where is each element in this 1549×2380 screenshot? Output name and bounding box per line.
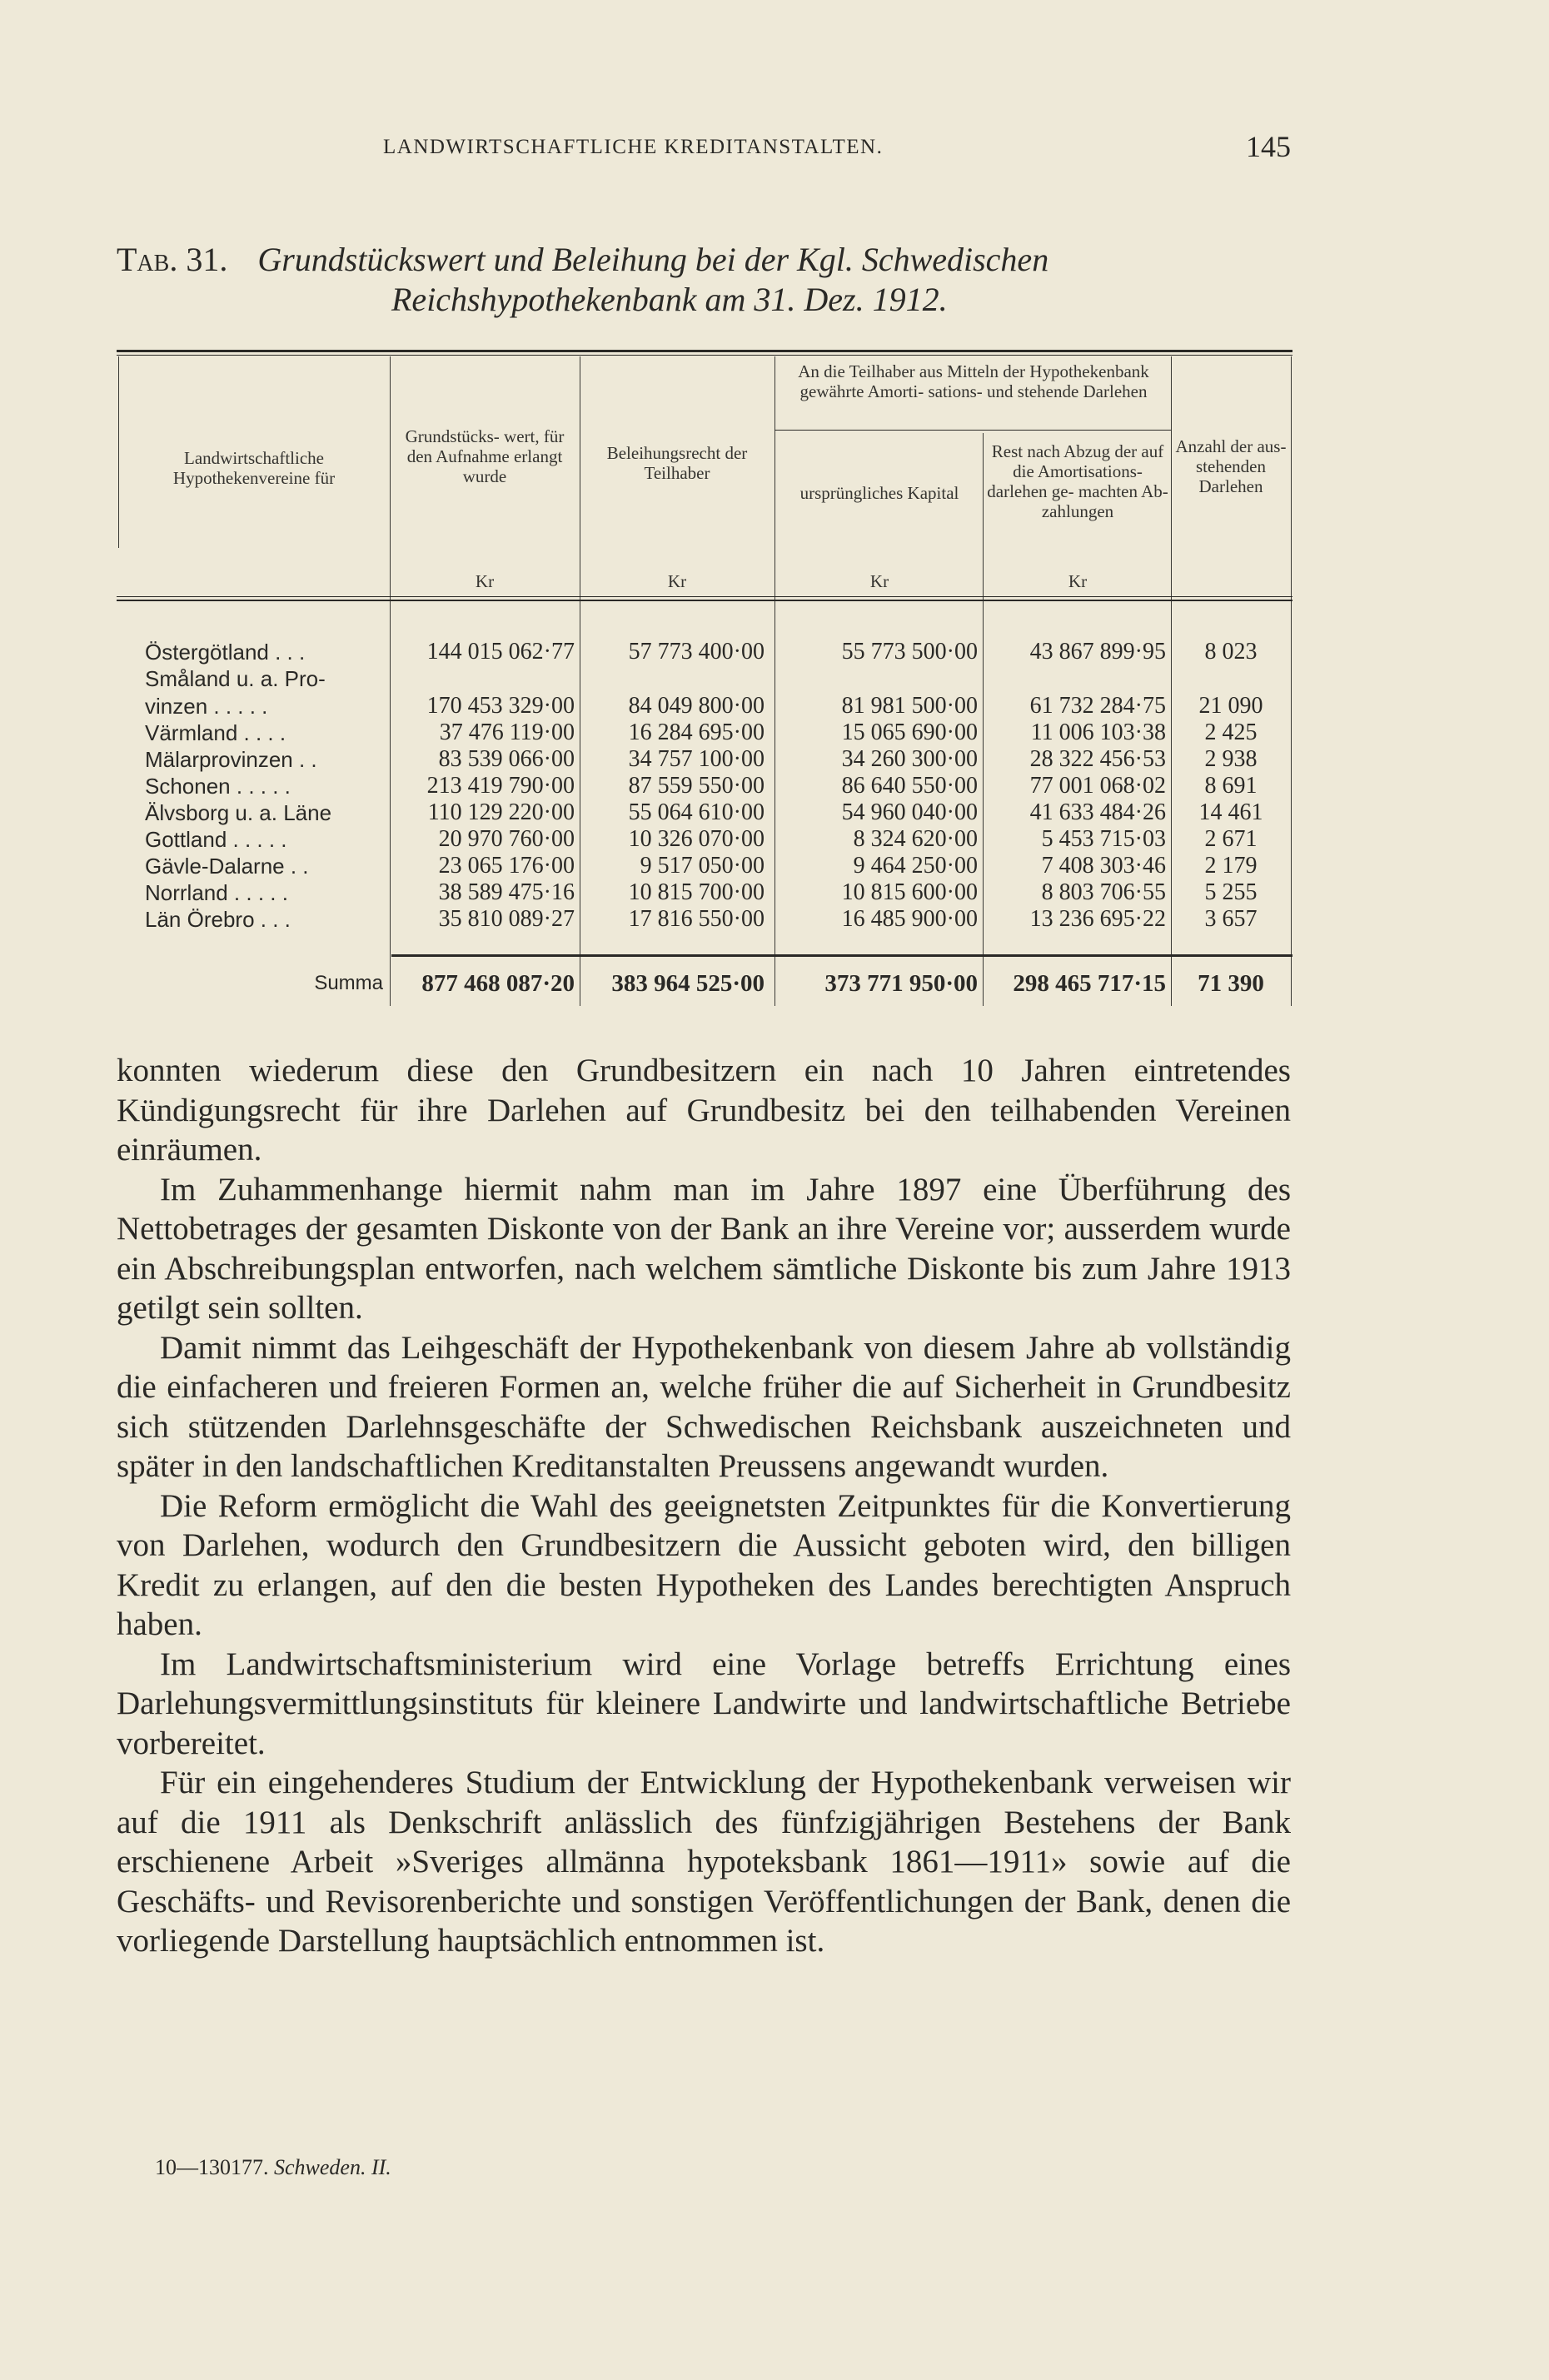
summa-anzahl: 71 390 [1198,970,1264,997]
table-top-rule [117,350,1292,352]
cell-rest: 8 803 706·55 [1041,879,1166,905]
cell-kapital: 86 640 550·00 [841,773,978,799]
header-rest: Rest nach Abzug der auf die Amortisations- darlehen ge- machten Ab- zahlungen [987,441,1168,521]
cell-beleih: 16 284 695·00 [628,719,765,745]
cell-anzahl: 5 255 [1204,879,1258,905]
cell-grund: 213 419 790·00 [426,773,575,799]
cell-grund: 23 065 176·00 [438,853,575,879]
unit-kr: Kr [869,571,889,591]
row-name: Gottland . . . . . [145,827,287,852]
paragraph: konnten wiederum diese den Grundbesitzern ein nach 10 Jahren eintretendes Kündigungsrecht für ihre Darlehen auf Grundbesitz bei den teilhabenden Vereinen einräumen. [117,1053,1291,1168]
header-rule [117,596,1292,597]
table-caption [117,240,1299,320]
table-row [117,665,1292,693]
summa-beleih: 383 964 525·00 [611,970,765,997]
cell-rest: 28 322 456·53 [1029,746,1166,772]
signature-number: 10—130177. [155,2155,269,2179]
row-name: Schonen . . . . . [145,774,291,799]
group-header-rule [774,430,1171,431]
row-name: Län Örebro . . . [145,907,291,932]
paragraph: Im Zuhammenhange hiermit nahm man im Jahre 1897 eine Überführung des Nettobetrages der gesamten Diskonte von der Bank an ihre Vereine vor; ausserdem wurde ein Abschreibungsplan entworfen, nach welchem sämtliche Diskonte bis zum Jahre 1913 getilgt sein sollten. [117,1171,1291,1326]
cell-beleih: 55 064 610·00 [628,799,765,825]
cell-kapital: 16 485 900·00 [841,906,978,932]
cell-anzahl: 3 657 [1204,906,1258,932]
cell-rest: 41 633 484·26 [1029,799,1166,825]
cell-anzahl: 21 090 [1198,693,1263,719]
table-row [117,745,1292,774]
unit-kr: Kr [1068,571,1088,591]
header-grundstueckswert: Grundstücks- wert, für den Aufnahme erlangt wurde [405,426,565,486]
row-name: Gävle-Dalarne . . [145,854,309,879]
cell-rest: 13 236 695·22 [1029,906,1166,932]
row-name: Värmland . . . . [145,720,286,745]
row-name: Mälarprovinzen . . [145,747,317,772]
row-name: Östergötland . . . [145,640,306,665]
cell-beleih: 87 559 550·00 [628,773,765,799]
printer-signature [155,2155,391,2180]
header-rule [117,600,1292,601]
summa-rest: 298 465 717·15 [1013,970,1166,997]
table-top-rule-thin [117,355,1292,356]
cell-grund: 83 539 066·00 [438,746,575,772]
table-title-line2: Reichshypothekenbank am 31. Dez. 1912. [391,281,948,318]
row-name: Älvsborg u. a. Läne [145,800,332,825]
header-group-darlehen: An die Teilhaber aus Mitteln der Hypothekenbank gewährte Amorti- sations- und stehende Darlehen [798,361,1149,401]
table-title-line1: Grundstückswert und Beleihung bei der Kgl. Schwedischen [257,241,1049,278]
cell-beleih: 10 326 070·00 [628,826,765,852]
cell-kapital: 9 464 250·00 [853,853,978,879]
summa-kapital: 373 771 950·00 [824,970,978,997]
paragraph: Damit nimmt das Leihgeschäft der Hypothekenbank von diesem Jahre ab vollständig die einfacheren und freieren Formen an, welche früher die auf Sicherheit in Grundbesitz sich stützenden Darlehnsgeschäfte der Schwedischen Reichsbank auszeichneten und später in den landschaftlichen Kreditanstalten Preussens angewandt wurden. [117,1329,1291,1484]
row-name: Småland u. a. Pro- [145,666,326,691]
table-row [117,638,1292,666]
paragraph: Für ein eingehenderes Studium der Entwicklung der Hypothekenbank verweisen wir auf die 1911 als Denkschrift anlässlich des fünfzigjährigen Bestehens der Bank erschienene Arbeit »Sveriges allmänna hypoteksbank 1861—1911» sowie auf die Geschäfts- und Revisorenberichte und sonstigen Veröffentlichungen der Bank, denen die vorliegende Darstellung hauptsächlich entnommen ist. [117,1765,1291,1959]
row-name: vinzen . . . . . [145,694,268,719]
cell-rest: 77 001 068·02 [1029,773,1166,799]
cell-kapital: 8 324 620·00 [853,826,978,852]
cell-kapital: 55 773 500·00 [841,639,978,665]
table-row [117,799,1292,827]
table-row [117,692,1292,720]
header-kapital: ursprüngliches Kapital [799,483,959,503]
cell-grund: 38 589 475·16 [438,879,575,905]
page-number: 145 [1246,130,1291,163]
cell-beleih: 17 816 550·00 [628,906,765,932]
unit-kr: Kr [475,571,495,591]
cell-grund: 170 453 329·00 [426,693,575,719]
cell-grund: 35 810 089·27 [438,906,575,932]
cell-beleih: 34 757 100·00 [628,746,765,772]
cell-grund: 110 129 220·00 [427,799,575,825]
cell-grund: 37 476 119·00 [439,719,575,745]
cell-grund: 20 970 760·00 [438,826,575,852]
cell-beleih: 57 773 400·00 [628,639,765,665]
cell-anzahl: 2 179 [1204,853,1258,879]
cell-beleih: 9 517 050·00 [640,853,765,879]
paragraph: Im Landwirtschaftsministerium wird eine Vorlage betreffs Errichtung eines Darlehungsvermittlungsinstituts für kleinere Landwirte und landwirtschaftliche Betriebe vorbereitet. [117,1646,1291,1761]
body-text [117,1051,1291,1961]
cell-anzahl: 2 938 [1204,746,1258,772]
running-title: LANDWIRTSCHAFTLICHE KREDITANSTALTEN. [383,136,884,158]
cell-anzahl: 8 023 [1204,639,1258,665]
table-label: Tab. 31. [117,241,228,278]
summa-grund: 877 468 087·20 [421,970,575,997]
cell-rest: 11 006 103·38 [1030,719,1166,745]
table-row [117,719,1292,747]
cell-anzahl: 2 425 [1204,719,1258,745]
row-name: Norrland . . . . . [145,880,288,905]
summa-label: Summa [314,972,383,994]
cell-beleih: 10 815 700·00 [628,879,765,905]
table-row [117,905,1292,934]
cell-rest: 61 732 284·75 [1029,693,1166,719]
summa-row [117,969,1292,998]
header-vereine: Landwirtschaftliche Hypothekenvereine für [172,448,336,488]
cell-kapital: 15 065 690·00 [841,719,978,745]
cell-grund: 144 015 062·77 [426,639,575,665]
cell-beleih: 84 049 800·00 [628,693,765,719]
table-row [117,772,1292,800]
cell-rest: 5 453 715·03 [1041,826,1166,852]
unit-kr: Kr [667,571,687,591]
cell-anzahl: 8 691 [1204,773,1258,799]
paragraph: Die Reform ermöglicht die Wahl des geeignetsten Zeitpunktes für die Konvertierung von Darlehen, wodurch den Grundbesitzern die Aussicht geboten wird, den billigen Kredit zu erlangen, auf den die besten Hypotheken des Landes berechtigten Anspruch haben. [117,1487,1291,1642]
cell-anzahl: 14 461 [1198,799,1263,825]
cell-kapital: 10 815 600·00 [841,879,978,905]
data-table [117,350,1292,1008]
signature-title: Schweden. II. [274,2155,391,2179]
header-anzahl: Anzahl der aus- stehenden Darlehen [1175,436,1287,496]
table-row [117,879,1292,907]
summa-rule [391,954,1292,957]
table-row [117,825,1292,854]
cell-rest: 43 867 899·95 [1029,639,1166,665]
cell-rest: 7 408 303·46 [1041,853,1166,879]
cell-anzahl: 2 671 [1204,826,1258,852]
col-divider [118,356,119,548]
cell-kapital: 54 960 040·00 [841,799,978,825]
table-row [117,852,1292,880]
header-beleihungsrecht: Beleihungsrecht der Teilhaber [606,443,748,483]
cell-kapital: 81 981 500·00 [841,693,978,719]
cell-kapital: 34 260 300·00 [841,746,978,772]
